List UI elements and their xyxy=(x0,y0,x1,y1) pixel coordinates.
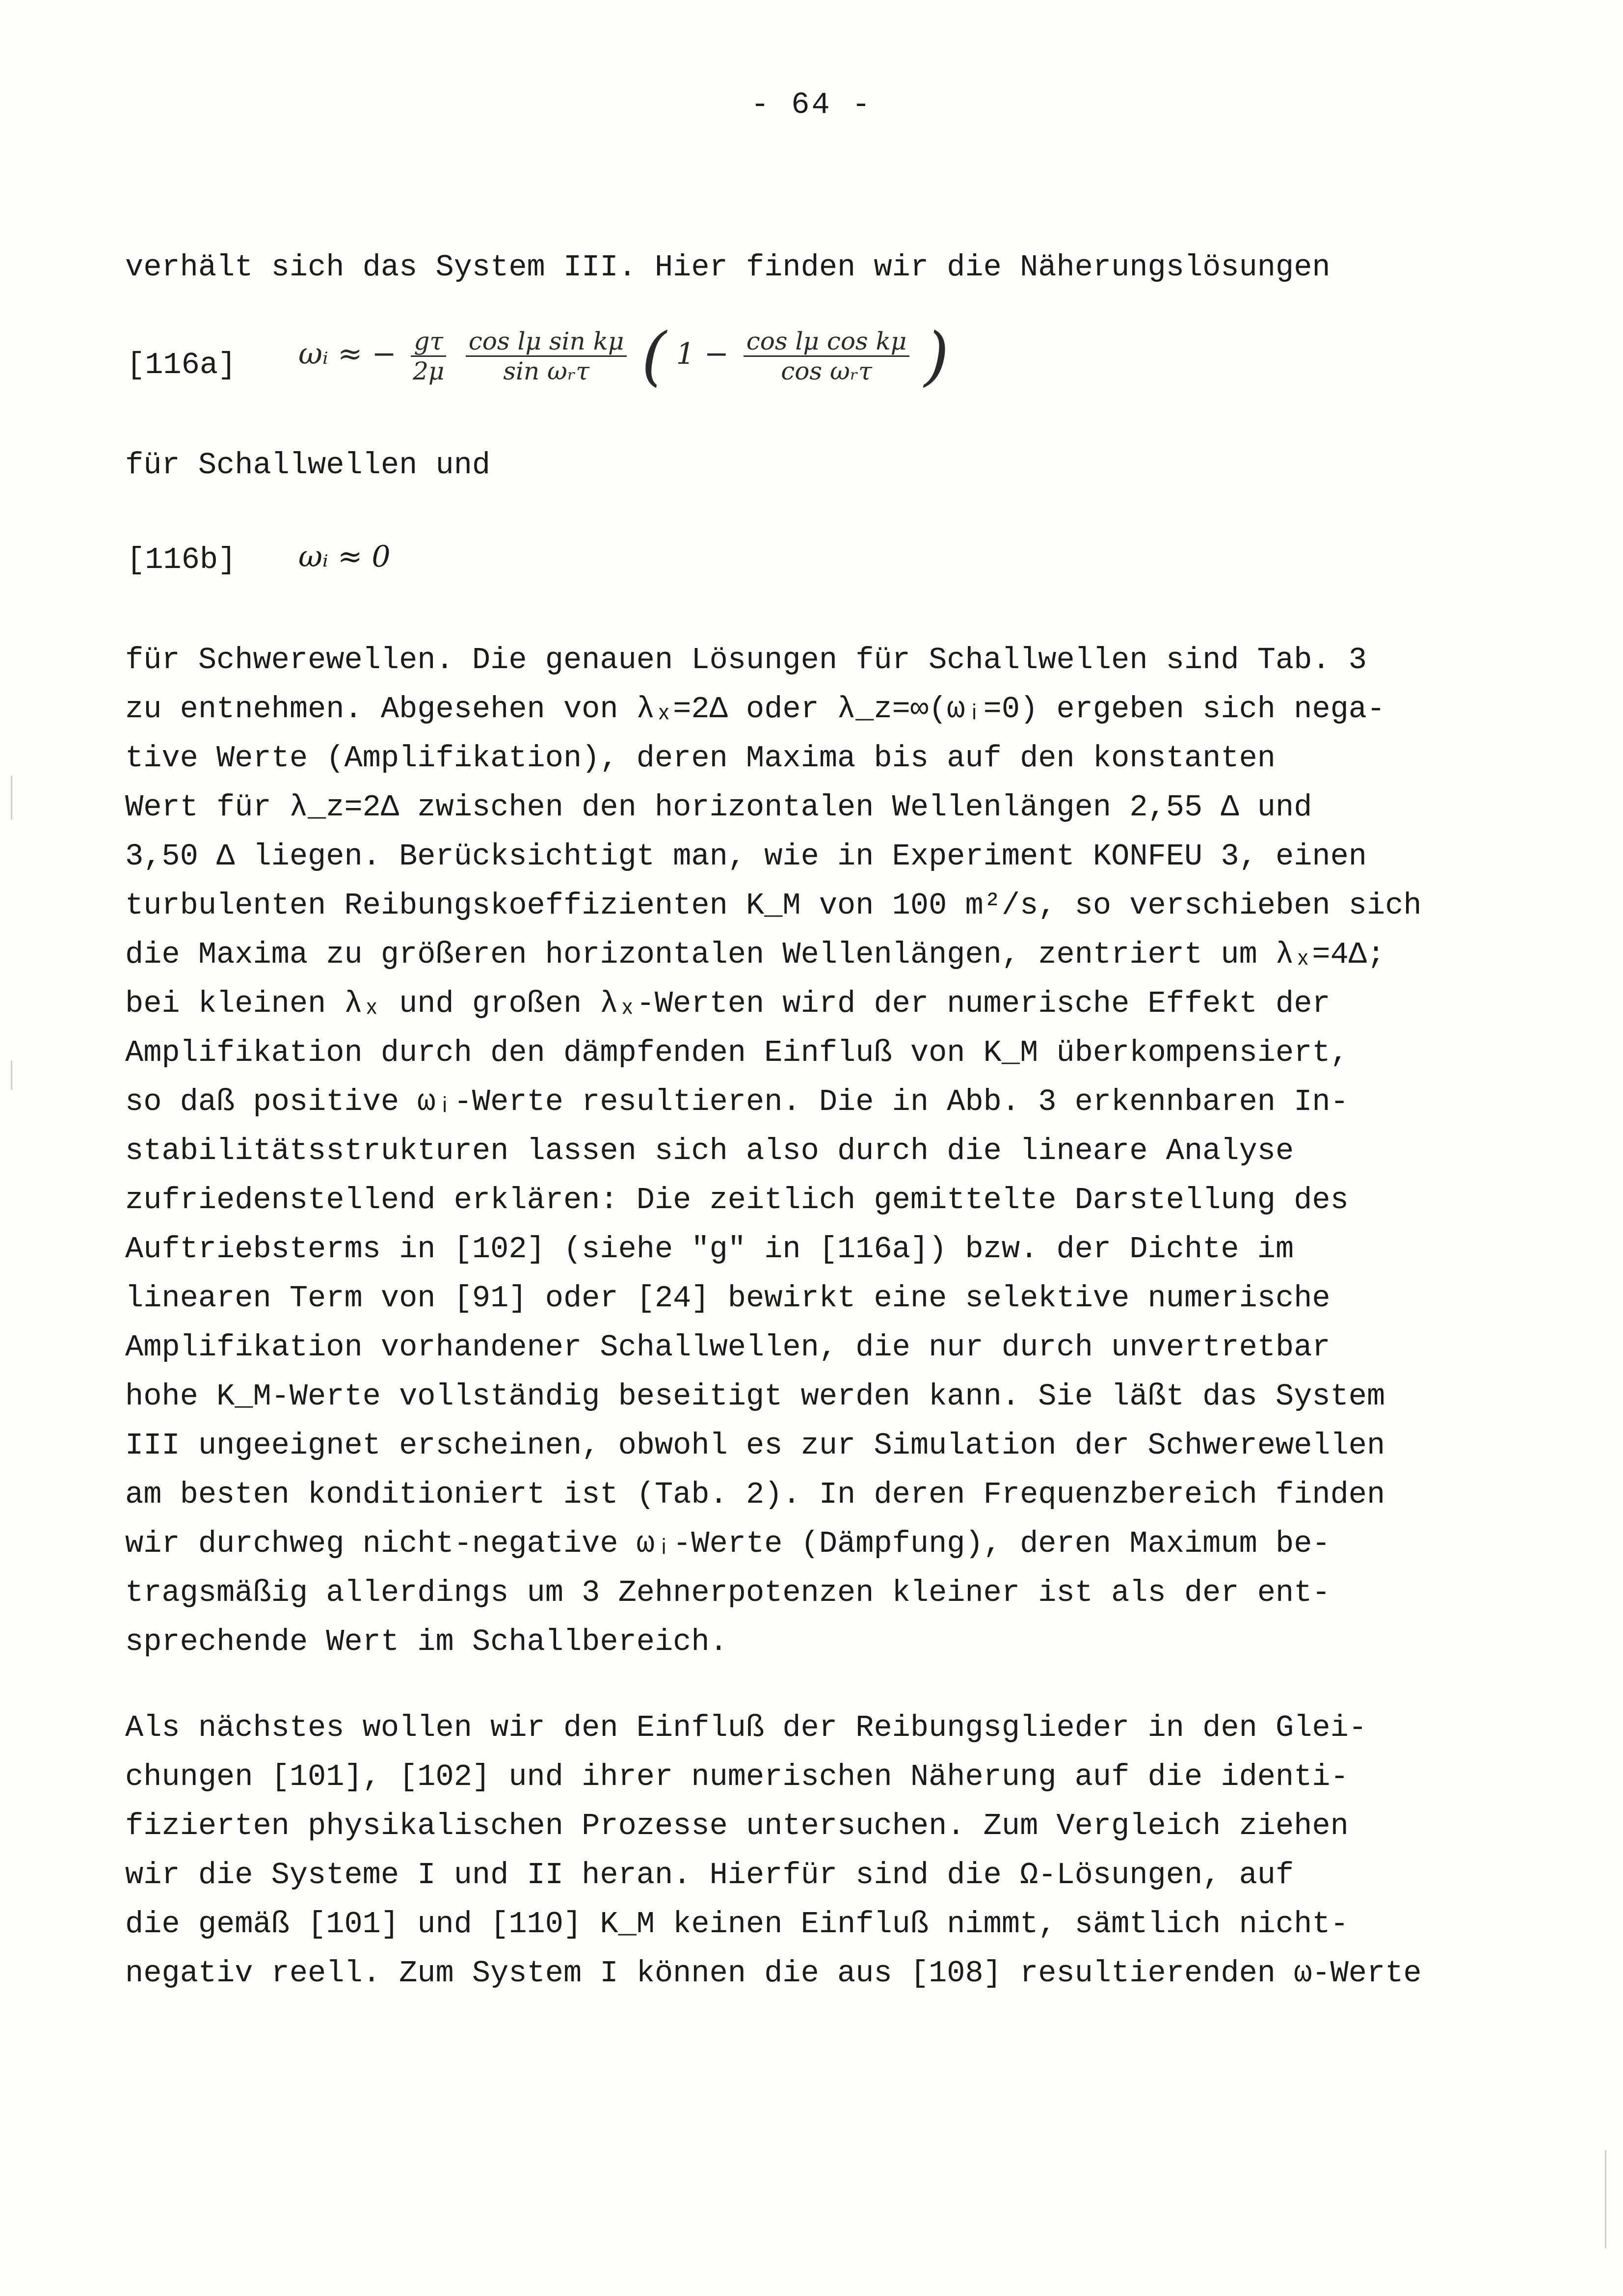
text-line: Amplifikation vorhandener Schallwellen, die nur durch unvertretbar xyxy=(125,1330,1330,1365)
text-line: chungen [101], [102] und ihrer numerischen Näherung auf die identi- xyxy=(125,1759,1349,1794)
text-line: Auftriebsterms in [102] (siehe "g" in [116a]) bzw. der Dichte im xyxy=(125,1232,1294,1267)
text-line: so daß positive ωᵢ-Werte resultieren. Die in Abb. 3 erkennbaren In- xyxy=(125,1084,1349,1119)
equation-term: 1 − xyxy=(676,337,729,372)
equation-lhs: ωᵢ ≈ − xyxy=(298,337,397,372)
text-line: Als nächstes wollen wir den Einfluß der Reibungsglieder in den Glei- xyxy=(125,1710,1367,1745)
text-line: Wert für λ_z=2Δ zwischen den horizontalen Wellenlängen 2,55 Δ und xyxy=(125,790,1312,825)
paragraph-2 xyxy=(125,1703,1548,1998)
text-line: negativ reell. Zum System I können die aus [108] resultierenden ω-Werte xyxy=(125,1956,1422,1991)
equation-116a xyxy=(127,319,1108,393)
paren-close: ) xyxy=(924,319,949,393)
text-line: 3,50 Δ liegen. Berücksichtigt man, wie in Experiment KONFEU 3, einen xyxy=(125,839,1367,874)
fraction xyxy=(411,327,446,385)
fraction xyxy=(744,327,910,385)
text-line: für Schwerewellen. Die genauen Lösungen für Schallwellen sind Tab. 3 xyxy=(125,643,1367,677)
fraction-numerator: gτ xyxy=(411,327,446,357)
equation-116b xyxy=(127,542,716,592)
text-line: fizierten physikalischen Prozesse untersuchen. Zum Vergleich ziehen xyxy=(125,1809,1349,1843)
equation-body xyxy=(298,319,949,393)
scan-margin-mark xyxy=(11,1060,12,1090)
page-number: - 64 - xyxy=(750,87,873,122)
text-line: für Schallwellen und xyxy=(125,448,491,483)
paragraph-1 xyxy=(125,636,1548,1667)
scan-margin-mark xyxy=(1605,2150,1606,2248)
text-line: III ungeeignet erscheinen, obwohl es zur Simulation der Schwerewellen xyxy=(125,1428,1385,1463)
equation-label: [116a] xyxy=(127,348,237,382)
text-line: wir die Systeme I und II heran. Hierfür sind die Ω-Lösungen, auf xyxy=(125,1858,1294,1892)
text-line: hohe K_M-Werte vollständig beseitigt werden kann. Sie läßt das System xyxy=(125,1379,1385,1414)
text-line: wir durchweg nicht-negative ωᵢ-Werte (Dämpfung), deren Maximum be- xyxy=(125,1526,1330,1561)
text-line: am besten konditioniert ist (Tab. 2). In deren Frequenzbereich finden xyxy=(125,1477,1385,1512)
scan-margin-mark xyxy=(11,776,12,820)
text-line: zufriedenstellend erklären: Die zeitlich gemittelte Darstellung des xyxy=(125,1183,1349,1217)
text-line: zu entnehmen. Abgesehen von λₓ=2Δ oder λ_z=∞(ωᵢ=0) ergeben sich nega- xyxy=(125,692,1385,727)
text-line: stabilitätsstrukturen lassen sich also durch die lineare Analyse xyxy=(125,1134,1294,1168)
text-line: verhält sich das System III. Hier finden wir die Näherungslösungen xyxy=(125,250,1330,285)
mid-text xyxy=(125,441,1548,490)
fraction-numerator: cos lμ cos kμ xyxy=(744,327,910,357)
equation-label: [116b] xyxy=(127,542,237,577)
fraction xyxy=(466,327,627,385)
fraction-denominator: sin ωᵣτ xyxy=(503,356,589,385)
text-line: tragsmäßig allerdings um 3 Zehnerpotenzen kleiner ist als der ent- xyxy=(125,1575,1330,1610)
text-line: linearen Term von [91] oder [24] bewirkt eine selektive numerische xyxy=(125,1281,1330,1316)
text-line: sprechende Wert im Schallbereich. xyxy=(125,1624,728,1659)
equation-body: ωᵢ ≈ 0 xyxy=(298,540,391,574)
intro-text xyxy=(125,243,1548,292)
text-line: tive Werte (Amplifikation), deren Maxima bis auf den konstanten xyxy=(125,741,1276,776)
fraction-denominator: 2μ xyxy=(413,356,445,385)
text-line: Amplifikation durch den dämpfenden Einfluß von K_M überkompensiert, xyxy=(125,1035,1349,1070)
paren-open: ( xyxy=(641,319,666,393)
fraction-numerator: cos lμ sin kμ xyxy=(466,327,627,357)
fraction-denominator: cos ωᵣτ xyxy=(781,356,872,385)
text-line: turbulenten Reibungskoeffizienten K_M von 100 m²/s, so verschieben sich xyxy=(125,888,1422,923)
text-line: die Maxima zu größeren horizontalen Wellenlängen, zentriert um λₓ=4Δ; xyxy=(125,937,1385,972)
text-line: bei kleinen λₓ und großen λₓ-Werten wird der numerische Effekt der xyxy=(125,986,1330,1021)
text-line: die gemäß [101] und [110] K_M keinen Einfluß nimmt, sämtlich nicht- xyxy=(125,1907,1349,1942)
